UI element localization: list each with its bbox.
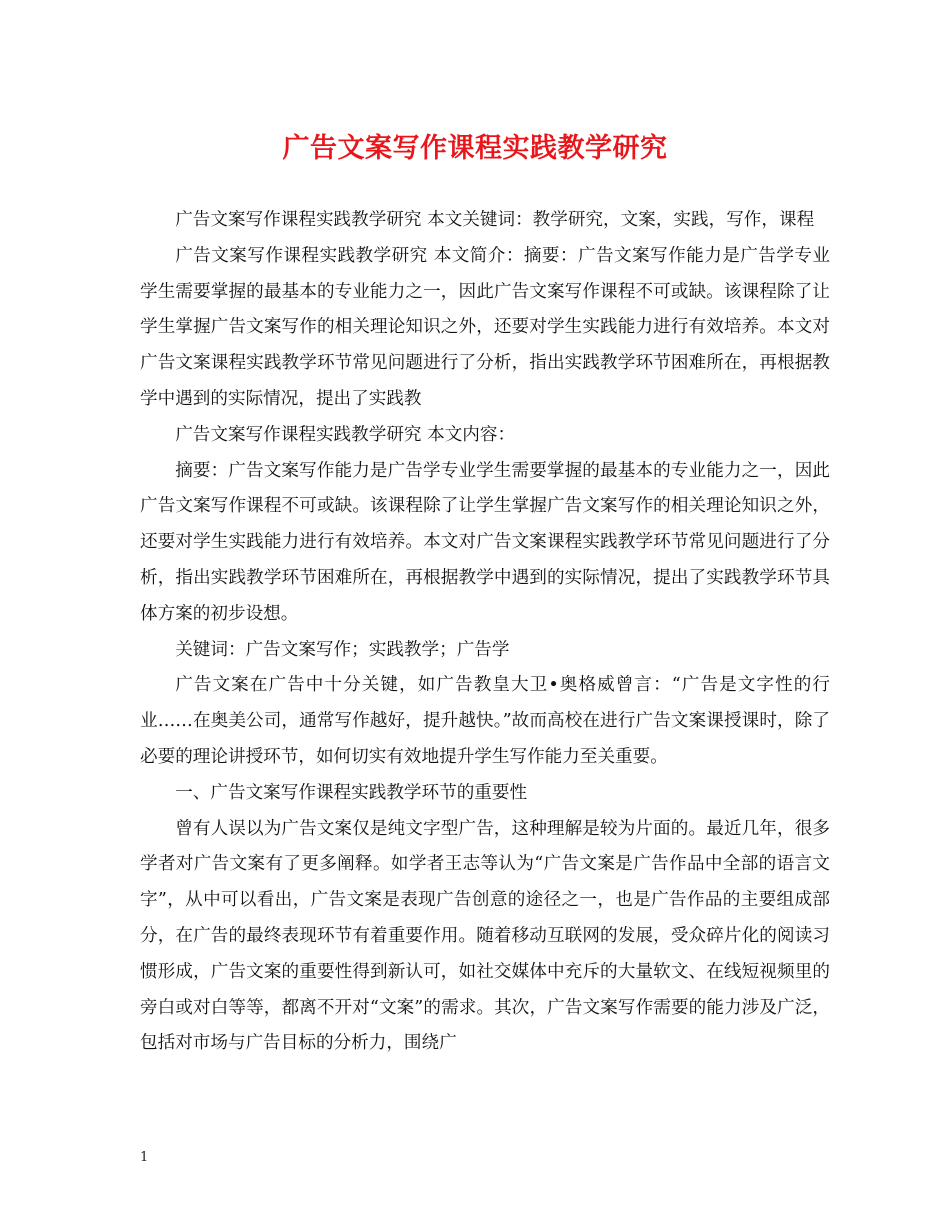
paragraph-content-intro: 广告文案写作课程实践教学研究 本文内容： bbox=[175, 424, 516, 445]
paragraph-summary-intro: 广告文案写作课程实践教学研究 本文简介：摘要：广告文案写作能力是广告学专业学生需要掌握的最基本的专业能力之一，因此广告文案写作课程不可或缺。该课程除了让学生掌握广告文案写作的相关理论知识之外，还要对学生实践能力进行有效培养。本文对广告文案课程实践教学环节常见问题进行了分析，指出实践教学环节困难所在，再根据教学中遇到的实际情况，提出了实践教 bbox=[140, 245, 830, 409]
section-heading-1: 一、广告文案写作课程实践教学环节的重要性 bbox=[175, 782, 528, 803]
paragraph-introduction: 广告文案在广告中十分关键，如广告教皇大卫•奥格威曾言：“广告是文字性的行业……在奥美公司，通常写作越好，提升越快。”故而高校在进行广告文案课授课时，除了必要的理论讲授环节，如何切实有效地提升学生写作能力至关重要。 bbox=[140, 675, 830, 767]
paragraph-abstract: 摘要：广告文案写作能力是广告学专业学生需要掌握的最基本的专业能力之一，因此广告文案写作课程不可或缺。该课程除了让学生掌握广告文案写作的相关理论知识之外，还要对学生实践能力进行有效培养。本文对广告文案课程实践教学环节常见问题进行了分析，指出实践教学环节困难所在，再根据教学中遇到的实际情况，提出了实践教学环节具体方案的初步设想。 bbox=[140, 460, 830, 624]
document-title: 广告文案写作课程实践教学研究 bbox=[282, 133, 668, 164]
paragraph-keywords-intro: 广告文案写作课程实践教学研究 本文关键词：教学研究，文案，实践，写作，课程 bbox=[175, 210, 815, 230]
paragraph-keywords: 关键词：广告文案写作；实践教学；广告学 bbox=[175, 639, 510, 660]
page-number: 1 bbox=[140, 1150, 149, 1165]
document-body bbox=[140, 203, 830, 1062]
paragraph-section-1-body: 曾有人误以为广告文案仅是纯文字型广告，这种理解是较为片面的。最近几年，很多学者对广告文案有了更多阐释。如学者王志等认为“广告文案是广告作品中全部的语言文字”，从中可以看出，广告文案是表现广告创意的途径之一，也是广告作品的主要组成部分，在广告的最终表现环节有着重要作用。随着移动互联网的发展，受众碎片化的阅读习惯形成，广告文案的重要性得到新认可，如社交媒体中充斥的大量软文、在线短视频里的旁白或对白等等，都离不开对“文案”的需求。其次，广告文案写作需要的能力涉及广泛，包括对市场与广告目标的分析力，围绕广 bbox=[140, 818, 830, 1054]
